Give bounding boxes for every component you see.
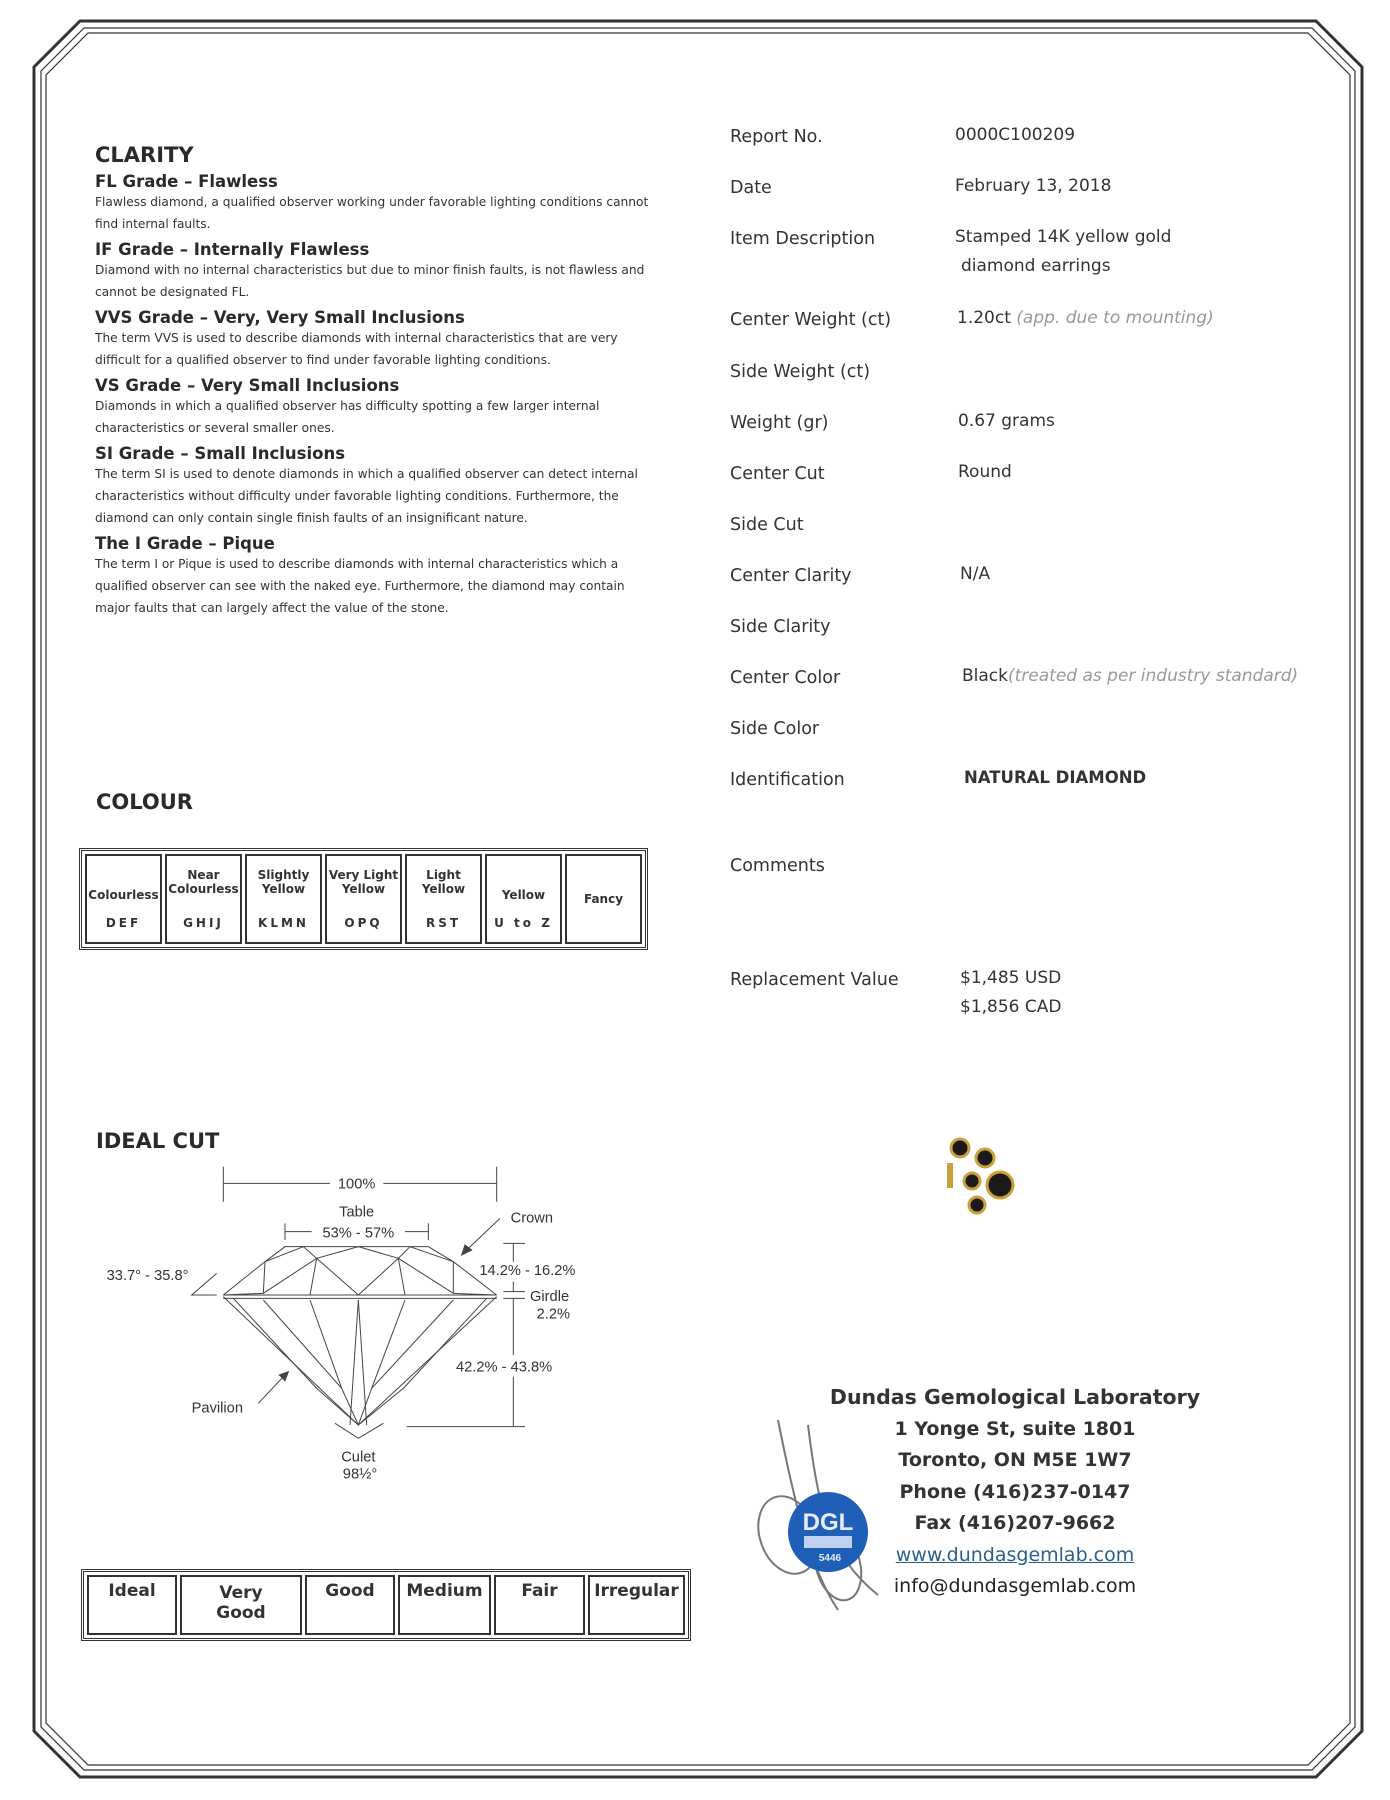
report-date: February 13, 2018 xyxy=(955,176,1112,196)
field-label: Comments xyxy=(730,856,825,876)
cut-grade-cell: Good xyxy=(305,1575,395,1635)
item-description: Stamped 14K yellow gold xyxy=(955,227,1172,247)
colour-cell: Near Colourless GHIJ xyxy=(165,854,242,944)
colour-cell: Light Yellow RST xyxy=(405,854,482,944)
grade-heading: The I Grade – Pique xyxy=(95,534,275,553)
grade-description: Flawless diamond, a qualified observer working under favorable lighting conditions cannot find internal faults. xyxy=(95,195,649,231)
grade-description: Diamonds in which a qualified observer has difficulty spotting a few larger internal characteristics or several smaller ones. xyxy=(95,399,600,435)
field-label: Item Description xyxy=(730,229,876,249)
grade-heading: SI Grade – Small Inclusions xyxy=(95,444,346,463)
lab-phone: Phone (416)237-0147 xyxy=(899,1480,1131,1503)
cut-grade-cell: Fair xyxy=(494,1575,585,1635)
seal-text: DGL xyxy=(802,1509,854,1536)
lab-fax: Fax (416)207-9662 xyxy=(914,1512,1116,1534)
clarity-title: CLARITY xyxy=(95,143,194,167)
replacement-value-cad: $1,856 CAD xyxy=(960,997,1062,1017)
field-label: Weight (gr) xyxy=(730,413,829,433)
field-label: Identification xyxy=(730,770,845,790)
field-label: Center Color xyxy=(730,668,841,688)
item-description-line2: diamond earrings xyxy=(961,256,1111,276)
colour-cell: Slightly Yellow KLMN xyxy=(245,854,322,944)
center-clarity: N/A xyxy=(960,564,991,584)
culet-angle: 98½° xyxy=(342,1466,378,1483)
grade-heading: VS Grade – Very Small Inclusions xyxy=(95,376,400,395)
center-weight: 1.20ct (app. due to mounting) xyxy=(957,308,1214,328)
cut-grade-cell: Very Good xyxy=(180,1575,302,1635)
culet-label: Culet xyxy=(341,1449,376,1466)
cut-grade-cell: Medium xyxy=(398,1575,491,1635)
colour-cell: Very Light Yellow OPQ xyxy=(325,854,402,944)
identification: NATURAL DIAMOND xyxy=(964,768,1147,787)
field-label: Center Cut xyxy=(730,464,825,484)
cut-grade-cell: Ideal xyxy=(87,1575,177,1635)
diamond-proportion-diagram xyxy=(90,1150,670,1490)
center-color: Black(treated as per industry standard) xyxy=(962,666,1299,686)
grade-description: The term SI is used to denote diamonds in which a qualified observer can detect internal characteristics without difficulty under favorable lighting conditions. Furthermore, the diamond can only contain single finish faults of an insignificant nature. xyxy=(95,467,638,525)
earring-photo xyxy=(930,1128,1030,1223)
lab-email[interactable]: info@dundasgemlab.com xyxy=(893,1575,1137,1597)
replacement-value-usd: $1,485 USD xyxy=(960,968,1062,988)
colour-title: COLOUR xyxy=(96,790,193,814)
colour-cell: Fancy xyxy=(565,854,642,944)
field-label: Side Clarity xyxy=(730,617,831,637)
field-label: Side Cut xyxy=(730,515,804,535)
center-cut: Round xyxy=(958,462,1012,482)
colour-cell: Colourless DEF xyxy=(85,854,162,944)
field-label: Date xyxy=(730,178,772,198)
girdle-label: Girdle xyxy=(530,1289,570,1305)
cut-grade-cell: Irregular xyxy=(588,1575,685,1635)
lab-name: Dundas Gemological Laboratory xyxy=(829,1385,1201,1409)
field-label: Side Weight (ct) xyxy=(730,362,871,382)
total-width-label: 100% xyxy=(337,1176,376,1193)
cut-grade-table xyxy=(81,1569,691,1641)
grade-heading: FL Grade – Flawless xyxy=(95,172,278,191)
grade-description: Diamond with no internal characteristics but due to minor finish faults, is not flawless and cannot be designated FL. xyxy=(95,263,645,299)
weight-grams: 0.67 grams xyxy=(958,411,1055,431)
field-label: Center Clarity xyxy=(730,566,852,586)
grade-heading: VVS Grade – Very, Very Small Inclusions xyxy=(95,308,465,327)
field-label: Report No. xyxy=(730,127,823,147)
lab-address-line1: 1 Yonge St, suite 1801 xyxy=(894,1417,1136,1440)
crown-height: 14.2% - 16.2% xyxy=(479,1263,576,1279)
field-label: Replacement Value xyxy=(730,970,899,990)
grade-description: The term I or Pique is used to describe diamonds with internal characteristics which a qualified observer can see with the naked eye. Furthermore, the diamond may contain major faults that can largely affect the value of the stone. xyxy=(95,557,625,615)
colour-cell: Yellow U to Z xyxy=(485,854,562,944)
lab-contact-block xyxy=(820,1382,1210,1603)
lab-website-link[interactable]: www.dundasgemlab.com xyxy=(895,1543,1135,1566)
table-label: Table xyxy=(339,1204,375,1221)
crown-label: Crown xyxy=(510,1210,554,1227)
seal-number: 5446 xyxy=(818,1553,842,1564)
table-range: 53% - 57% xyxy=(322,1225,395,1242)
pavilion-label: Pavilion xyxy=(191,1400,243,1417)
report-number: 0000C100209 xyxy=(955,125,1076,145)
field-label: Side Color xyxy=(730,719,820,739)
clarity-section xyxy=(95,143,655,619)
grade-description: The term VVS is used to describe diamonds with internal characteristics that are very difficult for a qualified observer to find under favorable lighting conditions. xyxy=(95,331,618,367)
ideal-cut-title: IDEAL CUT xyxy=(96,1129,220,1153)
lab-address-line2: Toronto, ON M5E 1W7 xyxy=(898,1449,1132,1471)
girdle-value: 2.2% xyxy=(536,1306,571,1323)
colour-scale-table xyxy=(79,848,648,950)
pavilion-depth: 42.2% - 43.8% xyxy=(456,1359,553,1376)
grade-heading: IF Grade – Internally Flawless xyxy=(95,240,370,259)
field-label: Center Weight (ct) xyxy=(730,310,892,330)
crown-angle: 33.7° - 35.8° xyxy=(106,1268,189,1284)
